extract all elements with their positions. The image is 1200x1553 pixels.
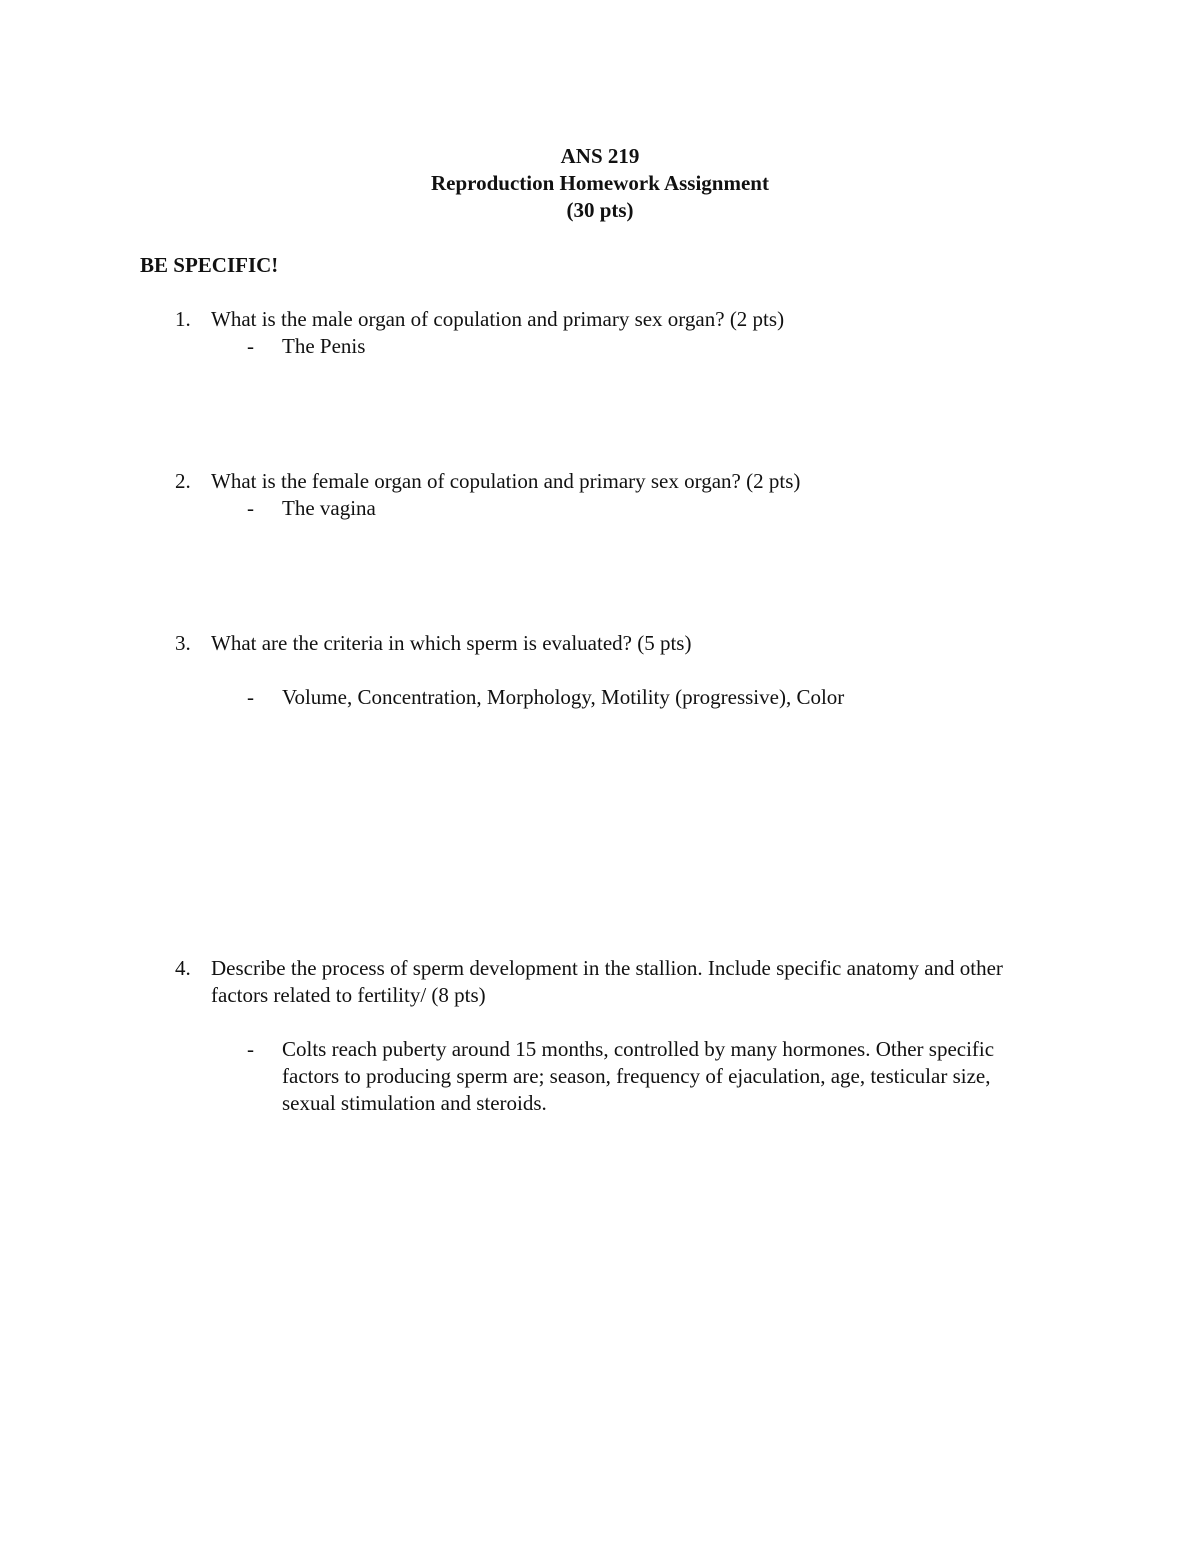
question-text: What is the male organ of copulation and primary sex organ? (2 pts) bbox=[211, 307, 785, 331]
answer-marker: - bbox=[247, 496, 254, 520]
question-number: 2. bbox=[175, 469, 191, 493]
answer-text: Colts reach puberty around 15 months, controlled by many hormones. Other specific factors to producing sperm are; season, frequency of ejaculation, age, testicular size, sexual stimulation and steroids. bbox=[282, 1037, 995, 1115]
answer-text: The Penis bbox=[282, 334, 366, 358]
assignment-title: Reproduction Homework Assignment bbox=[431, 171, 769, 195]
question-text: Describe the process of sperm development in the stallion. Include specific anatomy and other factors related to fertility/ (8 pts) bbox=[211, 956, 1003, 1007]
instruction-text: BE SPECIFIC! bbox=[140, 253, 279, 277]
answer-marker: - bbox=[247, 1037, 254, 1061]
question-text: What are the criteria in which sperm is evaluated? (5 pts) bbox=[211, 631, 692, 655]
question-number: 1. bbox=[175, 307, 191, 331]
question-number: 4. bbox=[175, 956, 191, 980]
answer-marker: - bbox=[247, 334, 254, 358]
question-number: 3. bbox=[175, 631, 191, 655]
course-code: ANS 219 bbox=[560, 144, 640, 168]
answer-text: The vagina bbox=[282, 496, 376, 520]
answer-text: Volume, Concentration, Morphology, Motility (progressive), Color bbox=[282, 685, 845, 709]
question-text: What is the female organ of copulation and primary sex organ? (2 pts) bbox=[211, 469, 801, 493]
answer-marker: - bbox=[247, 685, 254, 709]
total-points: (30 pts) bbox=[566, 198, 634, 222]
